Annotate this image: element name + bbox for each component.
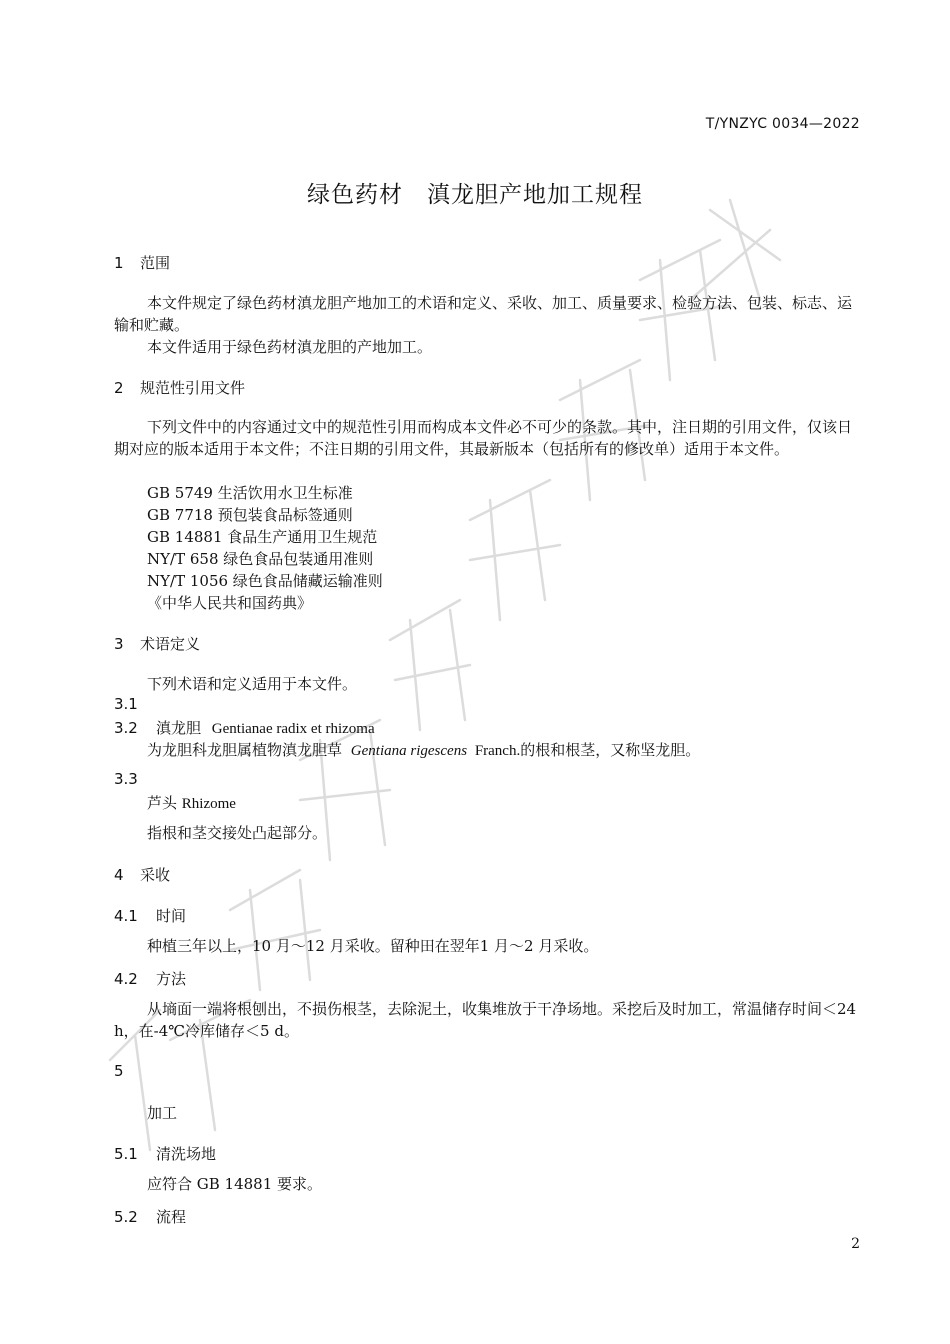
section-5-title: 加工: [147, 1104, 178, 1122]
section-2-paragraph-1: 下列文件中的内容通过文中的规范性引用而构成本文件必不可少的条款。其中，注日期的引用文件，仅该日期对应的版本适用于本文件；不注日期的引用文件，其最新版本（包括所有的修改单）适用于本文件。: [114, 418, 853, 458]
section-1-paragraph-2: 本文件适用于绿色药材滇龙胆的产地加工。: [147, 338, 433, 356]
subsection-4-1-paragraph: 种植三年以上，10 月～12 月采收。留种田在翌年1 月～2 月采收。: [147, 937, 599, 955]
subsection-4-2-heading: [114, 968, 186, 989]
section-title: 规范性引用文件: [140, 379, 246, 397]
page-number: 2: [851, 1236, 860, 1252]
subsection-5-1-heading: [114, 1143, 216, 1164]
section-3-heading: [114, 633, 200, 654]
reference-item: 《中华人民共和国药典》: [147, 594, 313, 612]
subsection-number: 4.2: [114, 970, 138, 988]
definition-latin-name: Gentiana rigescens: [350, 743, 468, 759]
section-5-number: 5: [114, 1062, 124, 1080]
subsection-number: 5.2: [114, 1208, 138, 1226]
term-3-2-definition: [147, 739, 700, 760]
section-number: 1: [114, 254, 124, 272]
subsection-title: 时间: [156, 907, 187, 925]
term-3-3-heading: [147, 792, 236, 813]
subsection-number: 5.1: [114, 1145, 138, 1163]
term-number: 3.2: [114, 719, 138, 737]
reference-item: GB 14881 食品生产通用卫生规范: [147, 528, 378, 546]
subsection-title: 清洗场地: [156, 1145, 217, 1163]
document-title: 绿色药材 滇龙胆产地加工规程: [307, 182, 643, 208]
section-3-paragraph-1: 下列术语和定义适用于本文件。: [147, 675, 358, 693]
document-number: T/YNZYC 0034—2022: [705, 116, 860, 132]
term-name: 芦头: [147, 794, 178, 812]
subsection-4-2-paragraph: 从墒面一端将根刨出，不损伤根茎，去除泥土，收集堆放于干净场地。采挖后及时加工，常温储存时间＜24 h，在-4℃冷库储存＜5 d。: [114, 1000, 857, 1040]
subsection-title: 方法: [156, 970, 187, 988]
reference-item: NY/T 658 绿色食品包装通用准则: [147, 550, 374, 568]
reference-item: GB 7718 预包装食品标签通则: [147, 506, 353, 524]
section-4-heading: [114, 864, 170, 885]
section-title: 术语定义: [140, 635, 201, 653]
term-3-1-number: 3.1: [114, 695, 138, 713]
section-1-heading: [114, 252, 170, 273]
term-3-3-definition: 指根和茎交接处凸起部分。: [147, 824, 328, 842]
section-number: 4: [114, 866, 124, 884]
term-3-3-number: 3.3: [114, 770, 138, 788]
section-title: 采收: [140, 866, 171, 884]
definition-suffix: Franch.的根和根茎，又称坚龙胆。: [474, 743, 701, 759]
section-2-heading: [114, 377, 245, 398]
section-1-paragraph-1: 本文件规定了绿色药材滇龙胆产地加工的术语和定义、采收、加工、质量要求、检验方法、包装、标志、运输和贮藏。: [114, 294, 853, 334]
subsection-4-1-heading: [114, 905, 186, 926]
term-english-name: Rhizome: [181, 796, 236, 812]
term-english-name: Gentianae radix et rhizoma: [211, 721, 375, 737]
reference-item: NY/T 1056 绿色食品储藏运输准则: [147, 572, 383, 590]
term-name: 滇龙胆: [156, 719, 202, 737]
section-number: 3: [114, 635, 124, 653]
reference-item: GB 5749 生活饮用水卫生标准: [147, 484, 353, 502]
subsection-5-2-heading: [114, 1206, 186, 1227]
section-title: 范围: [140, 254, 171, 272]
subsection-number: 4.1: [114, 907, 138, 925]
definition-prefix: 为龙胆科龙胆属植物滇龙胆草: [147, 741, 343, 759]
subsection-5-1-paragraph: 应符合 GB 14881 要求。: [147, 1175, 323, 1193]
section-number: 2: [114, 379, 124, 397]
subsection-title: 流程: [156, 1208, 187, 1226]
term-3-2-heading: [114, 717, 375, 738]
